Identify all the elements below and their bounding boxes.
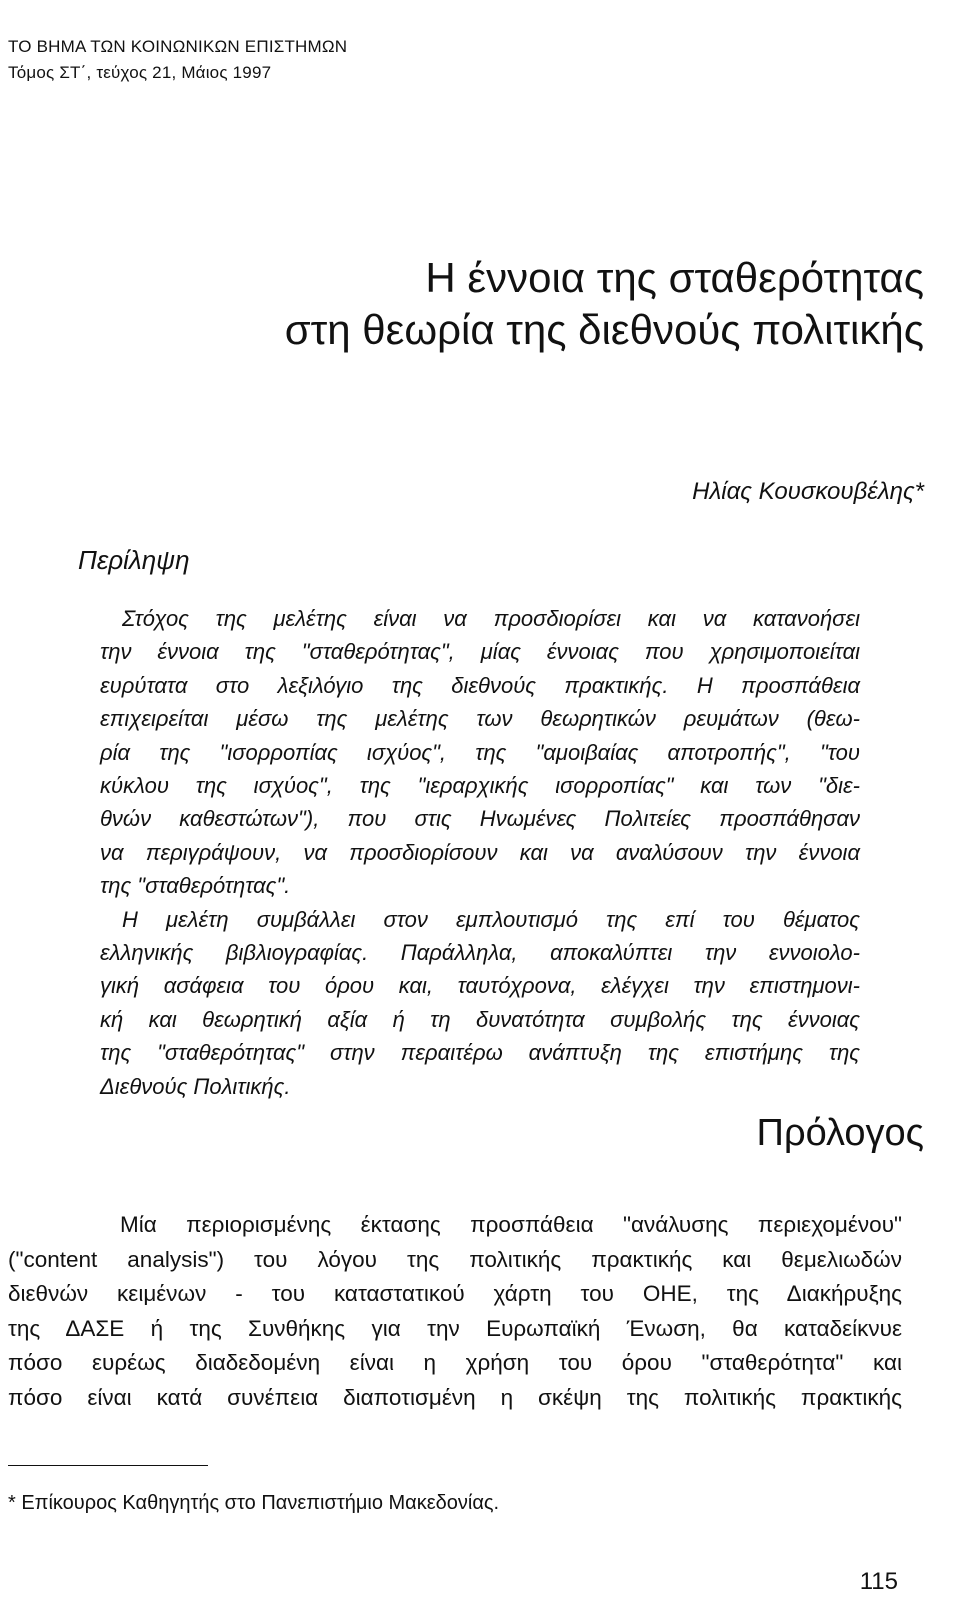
abstract-line: την έννοια της "σταθερότητας", μίας έννοιας που χρησιμοποιείται [100, 639, 860, 665]
abstract-line: θνών καθεστώτων"), που στις Ηνωμένες Πολιτείες προσπάθησαν [100, 806, 860, 832]
body-line: διεθνών κειμένων - του καταστατικού χάρτη του ΟΗΕ, της Διακήρυξης [8, 1281, 902, 1306]
section-heading-prologue: Πρόλογος [756, 1112, 924, 1154]
abstract-body [100, 602, 860, 1103]
abstract-line: Η μελέτη συμβάλλει στον εμπλουτισμό της επί του θέματος [122, 906, 860, 932]
footnote: * Επίκουρος Καθηγητής στο Πανεπιστήμιο Μακεδονίας. [8, 1492, 500, 1514]
footnote-divider [8, 1465, 208, 1466]
author-name: Ηλίας Κουσκουβέλης* [692, 478, 924, 505]
page-number: 115 [859, 1568, 898, 1595]
title-line: Η έννοια της σταθερότητας [425, 254, 924, 301]
abstract-line: ρία της "ισορροπίας ισχύος", της "αμοιβαίας αποτροπής", "του [100, 739, 860, 765]
article-title [285, 252, 924, 356]
abstract-line: να περιγράψουν, να προσδιορίσουν και να αναλύσουν την έννοια [100, 839, 860, 865]
body-line: ("content analysis") του λόγου της πολιτικής πρακτικής και θεμελιωδών [8, 1246, 902, 1272]
abstract-line: γική ασάφεια του όρου και, ταυτόχρονα, ελέγχει την επιστημονι- [100, 973, 860, 999]
abstract-paragraph [100, 903, 860, 1103]
abstract-paragraph [100, 602, 860, 903]
journal-name: ΤΟ ΒΗΜΑ ΤΩΝ ΚΟΙΝΩΝΙΚΩΝ ΕΠΙΣΤΗΜΩΝ [8, 37, 348, 56]
abstract-line: Διεθνούς Πολιτικής. [100, 1073, 291, 1099]
body-line: Μία περιορισμένης έκτασης προσπάθεια "ανάλυσης περιεχομένου" [120, 1212, 902, 1237]
prologue-body [8, 1208, 902, 1415]
body-line: της ΔΑΣΕ ή της Συνθήκης για την Ευρωπαϊκή Ένωση, θα καταδείκνυε [8, 1315, 902, 1341]
abstract-line: κύκλου της ισχύος", της "ιεραρχικής ισορροπίας" και των "διε- [100, 773, 860, 799]
abstract-line: κή και θεωρητική αξία ή τη δυνατότητα συμβολής της έννοιας [100, 1006, 860, 1032]
title-line: στη θεωρία της διεθνούς πολιτικής [284, 306, 924, 353]
abstract-line: επιχειρείται μέσω της μελέτης των θεωρητικών ρευμάτων (θεω- [100, 706, 860, 732]
journal-header [8, 34, 347, 86]
body-line: πόσο είναι κατά συνέπεια διαποτισμένη η σκέψη της πολιτικής πρακτικής [8, 1384, 902, 1410]
abstract-heading: Περίληψη [78, 545, 190, 575]
abstract-line: της "σταθερότητας". [100, 873, 291, 899]
journal-issue: Τόμος ΣΤ΄, τεύχος 21, Μάιος 1997 [8, 63, 272, 82]
abstract-line: της "σταθερότητας" στην περαιτέρω ανάπτυξη της επιστήμης της [100, 1040, 860, 1066]
body-line: πόσο ευρέως διαδεδομένη είναι η χρήση του όρου "σταθερότητα" και [8, 1350, 902, 1375]
abstract-line: Στόχος της μελέτης είναι να προσδιορίσει και να κατανοήσει [122, 606, 860, 631]
abstract-line: ευρύτατα στο λεξιλόγιο της διεθνούς πρακτικής. Η προσπάθεια [100, 672, 860, 698]
abstract-line: ελληνικής βιβλιογραφίας. Παράλληλα, αποκαλύπτει την εννοιολο- [100, 940, 860, 966]
